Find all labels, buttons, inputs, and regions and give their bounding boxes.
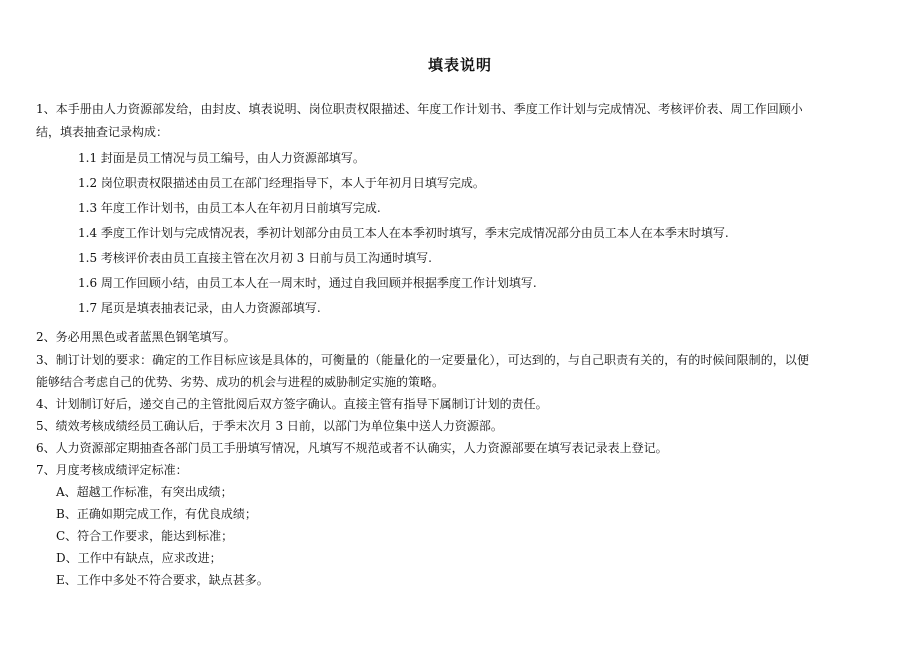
paragraph-4: 4、计划制订好后，递交自己的主管批阅后双方签字确认。直接主管有指导下属制订计划的责任。 [36,397,548,411]
paragraph-1-line-1: 1、本手册由人力资源部发给，由封皮、填表说明、岗位职责权限描述、年度工作计划书、季度工作计划与完成情况、考核评价表、周工作回顾小 [36,102,803,116]
paragraph-7: 7、月度考核成绩评定标准： [36,463,188,477]
page-title: 填表说明 [427,56,492,74]
sub-item-1-6: 1.6 周工作回顾小结，由员工本人在一周末时，通过自我回顾并根据季度工作计划填写. [78,276,537,290]
grade-a: A、超越工作标准，有突出成绩； [56,485,233,499]
sub-item-1-1: 1.1 封面是员工情况与员工编号，由人力资源部填写。 [78,151,365,165]
paragraph-2: 2、务必用黑色或者蓝黑色钢笔填写。 [36,330,236,344]
sub-item-1-7: 1.7 尾页是填表抽表记录，由人力资源部填写. [78,301,321,315]
grade-c: C、符合工作要求，能达到标准； [56,529,234,543]
grade-d: D、工作中有缺点，应求改进； [56,551,222,565]
grade-b: B、正确如期完成工作，有优良成绩； [56,507,257,521]
paragraph-3-line-1: 3、制订计划的要求：确定的工作目标应该是具体的，可衡量的（能量化的一定要量化），可达到的，与自己职责有关的，有的时候间限制的，以便 [36,353,809,367]
paragraph-3-line-2: 能够结合考虑自己的优势、劣势、成功的机会与进程的威胁制定实施的策略。 [36,375,445,389]
paragraph-6: 6、人力资源部定期抽查各部门员工手册填写情况，凡填写不规范或者不认确实，人力资源部要在填写表记录表上登记。 [36,441,668,455]
sub-item-1-4: 1.4 季度工作计划与完成情况表，季初计划部分由员工本人在本季初时填写，季末完成情况部分由员工本人在本季末时填写. [78,226,729,240]
paragraph-5: 5、绩效考核成绩经员工确认后，于季末次月 3 日前，以部门为单位集中送人力资源部。 [36,419,503,433]
sub-item-1-5: 1.5 考核评价表由员工直接主管在次月初 3 日前与员工沟通时填写. [78,251,432,265]
sub-item-1-2: 1.2 岗位职责权限描述由员工在部门经理指导下，本人于年初月日填写完成。 [78,176,485,190]
sub-item-1-3: 1.3 年度工作计划书，由员工本人在年初月日前填写完成. [78,201,381,215]
grade-e: E、工作中多处不符合要求，缺点甚多。 [56,573,269,587]
paragraph-1-line-2: 结，填表抽查记录构成： [36,125,169,139]
